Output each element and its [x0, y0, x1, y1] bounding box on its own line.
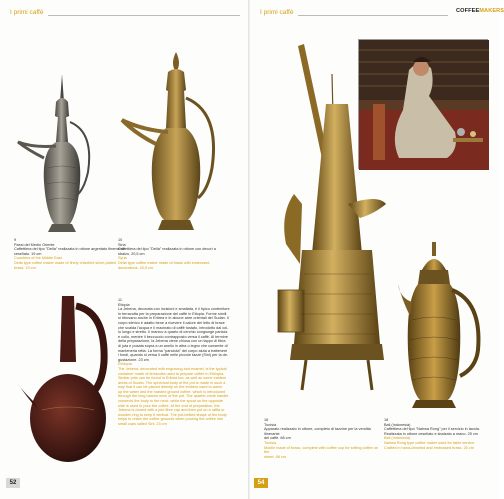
caption-number: 9 [14, 238, 17, 242]
caption-line: della preparazione, la Jebena viene chiusa con un tappo di fibra [118, 339, 226, 344]
brass-dallah-photo [118, 50, 228, 238]
caption-line: del caffè. 68 cm [264, 436, 291, 441]
caption-line: La Jebena, decorata con incisioni e smaltata, è il tipico contenitore [118, 307, 230, 312]
caption-en-line: Nahwa Rong type coffee maker used for table service. [384, 440, 476, 445]
caption-en-line: side is used to pour the coffee. At the end of preparation, the [118, 403, 220, 408]
caption-en-line: Della type coffee maker made of brass with embossed [118, 260, 210, 265]
header-rule [298, 15, 448, 16]
caption-line: Caffettiera del tipo "Della" realizzata in ottone con decori a [118, 247, 216, 252]
caption-en-line: connects the body to the neck, while the spout on the opposite [118, 399, 223, 404]
caption-en-line: Countries of the Middle East [14, 256, 62, 261]
caption-line: lo lungo e stretto. Il manico a quarto di cerchio congiunge panicia [118, 330, 228, 335]
caption-en-line: Jebena is closed with a jute fibre cap and then put on a raffia or [118, 408, 225, 413]
caption-en-line: helps to retain the coffee grounds when pouring the coffee into [118, 417, 223, 422]
caption-en-line: areas of Sudan. The spherical body of the pot is made in such a [118, 380, 226, 385]
caption-title: Bali (Indonesia) [384, 422, 411, 427]
right-header-text: I primi caffè [260, 9, 294, 16]
caption-en-line: way that it can be placed directly on the embers used to warm [118, 385, 223, 390]
caption-11 [118, 298, 244, 427]
caption-en-line: The Jebena, decorated with engraving and enamel, is the typical [118, 366, 227, 371]
left-header-text: I primi caffè [10, 9, 44, 16]
caption-en-line: through the long narrow neck of the pot. The quarter-circle handle [118, 394, 229, 399]
caption-en-line: small cups called Sini. 23 cm [118, 422, 167, 427]
caption-en-line: up the water and the roasted ground coffee, which is introduced [118, 389, 225, 394]
caption-line: i fondi, quando si versa il caffè nelle piccole tazze (Sini) per la de- [118, 353, 229, 358]
caption-en-line: Crafted in hand-chiseled and embossed brass. 25 cm [384, 445, 474, 450]
caption-line: sbalzo. 20,5 cm [118, 251, 145, 256]
left-page-header [10, 9, 240, 21]
caption-en-line: Bali (Indonesia) [384, 436, 411, 441]
caption-line: gustazione. 23 cm [118, 357, 149, 362]
caption-line: Realizzata in ottone cesellato e sbalzato a mano. 25 cm [384, 431, 478, 436]
caption-line: mantenerla retta. La forma "panciuta" del corpo aiuta a trattenere [118, 348, 228, 353]
caption-title: Etiopia [118, 302, 130, 307]
silver-dallah-photo [14, 72, 104, 242]
jebena-photo [18, 292, 110, 472]
caption-en-line: Mobile made of brass, complete with coffee cup for selling coffee on the [264, 445, 379, 455]
caption-line: si ritrovano anche in Eritrea e in alcune aree orientali del Sudan. Il [118, 316, 229, 321]
caption-number: 11 [118, 298, 122, 302]
caption-line: e collo, mentre il beccuccio contrapposto versa il caffè. Al termine [118, 334, 228, 339]
caption-en-line: Ethiopia [118, 362, 132, 367]
caption-line: Caffettiera del tipo "Nahwa Rong" per il servizio in tavola. [384, 427, 480, 432]
caption-line: Caffettiera del tipo "Della" realizzata in ottone argentato finemente [14, 247, 125, 252]
caption-18 [384, 418, 496, 450]
right-page [250, 0, 504, 499]
left-page-number: 52 [6, 478, 20, 488]
caption-line: corpo sferico è adatto bene a ricevere il calore del letto di brace [118, 320, 225, 325]
right-page-header [260, 9, 455, 21]
bali-ewer-photo [398, 240, 486, 412]
tunisian-coffee-apparatus-photo [272, 44, 392, 392]
caption-en-line: brass. 19 cm [14, 265, 36, 270]
caption-9 [14, 238, 134, 270]
caption-title: Tunisia [264, 422, 277, 427]
caption-en-line: Syria [118, 256, 127, 261]
caption-title: Siria [118, 242, 126, 247]
caption-en-line: container made of terracotta used to prepare coffee in Ethiopia. [118, 371, 225, 376]
caption-line: in terracotta per la preparazione del caffè in Etiopia. Forme simili [118, 311, 227, 316]
caption-en-line: street. 68 cm [264, 454, 286, 459]
caption-en-line: Della type coffee maker made of finely chiselled silver-plated [14, 260, 116, 265]
caption-10 [118, 238, 244, 270]
header-rule [48, 15, 240, 16]
caption-number: 10 [118, 238, 123, 242]
caption-16 [264, 418, 384, 459]
caption-line: di juta e posata sopra a un anello in altra o legno che consente di [118, 343, 228, 348]
caption-en-line: Similar pots can be found in Eritrea too, as well as some eastern [118, 376, 227, 381]
caption-number: 18 [384, 418, 389, 422]
caption-en-line: Tunisia [264, 440, 277, 445]
logo-accent: MAKERS [479, 8, 504, 14]
left-page [0, 0, 249, 499]
caption-line: cesellato. 19 cm [14, 251, 42, 256]
caption-number: 16 [264, 418, 269, 422]
caption-en-line: wooden ring to keep it vertical. The pot-bellied shape of the body [118, 412, 227, 417]
right-page-number: 54 [254, 478, 268, 488]
caption-title: Paesi del Medio Oriente [14, 242, 55, 247]
caption-en-line: decorations. 20,5 cm [118, 265, 154, 270]
coffeemakers-logo [456, 8, 504, 14]
caption-line: che scalda l'acqua e il macinato di caffè tostato, introdotto dal col- [118, 325, 229, 330]
logo-main: COFFEE [456, 8, 480, 14]
caption-line: Apparato realizzato in ottone, completo di tazzine per la vendita itinerante [264, 427, 371, 436]
